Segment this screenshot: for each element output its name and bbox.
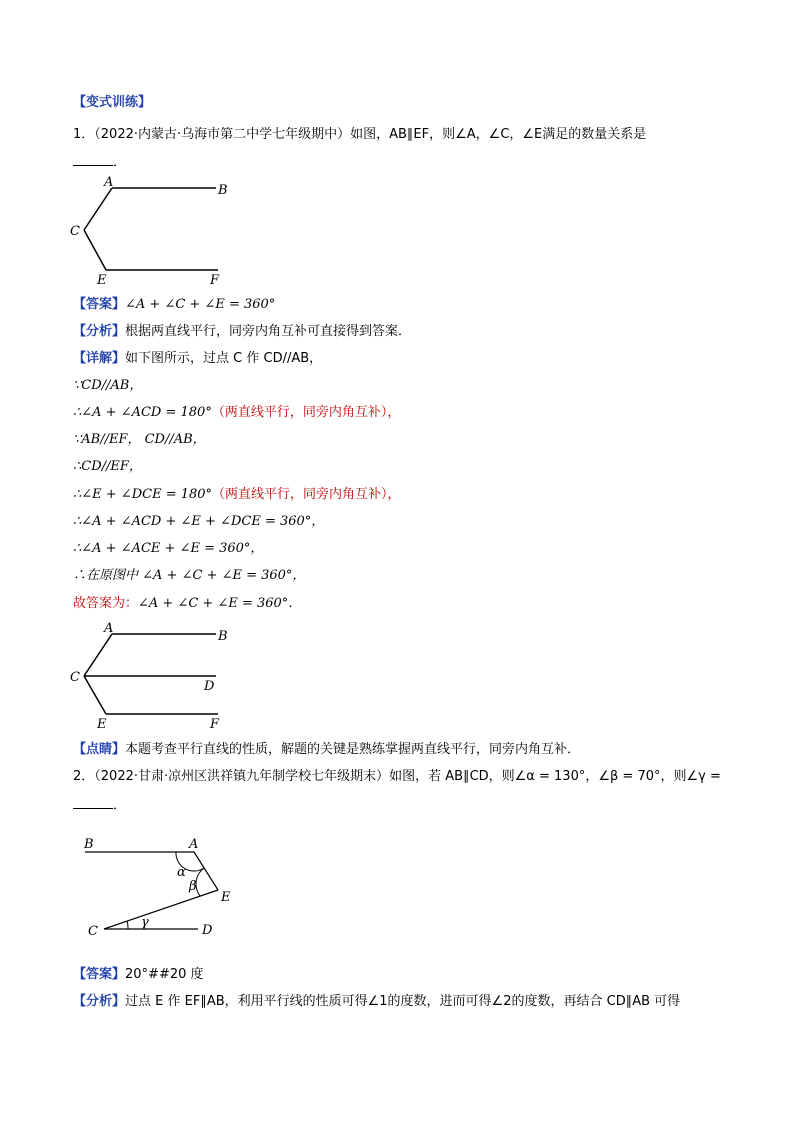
label-e: E: [97, 273, 107, 288]
question-1-blank: ．: [73, 153, 126, 172]
q1-conclusion: 故答案为：∠A + ∠C + ∠E = 360°．: [73, 596, 302, 611]
q1-step-7: ∴∠A + ∠ACE + ∠E = 360°，: [73, 541, 264, 556]
question-1-text: 1．（2022·内蒙古·乌海市第二中学七年级期中）如图，AB∥EF，则∠A，∠C，∠E满足的数量关系是: [73, 127, 647, 142]
q1-step-6: ∴∠A + ∠ACD + ∠E + ∠DCE = 360°，: [73, 514, 325, 529]
figure-2: [70, 621, 240, 734]
label-gamma: γ: [141, 915, 149, 930]
q1-detail: 【详解】如下图所示，过点 C 作 CD//AB，: [73, 351, 323, 366]
label-b: B: [218, 183, 228, 198]
line-ce: [84, 676, 106, 714]
q2-analysis: 【分析】过点 E 作 EF∥AB，利用平行线的性质可得∠1的度数，进而可得∠2的度数，再结合 CD∥AB 可得: [73, 994, 681, 1009]
label-f: F: [210, 717, 220, 732]
section-title: 【变式训练】: [73, 95, 152, 110]
q1-step-8: ∴在原图中 ∠A + ∠C + ∠E = 360°，: [73, 568, 306, 583]
q1-step-4: ∴CD//EF，: [73, 459, 142, 474]
line-ce: [84, 230, 106, 270]
line-ec: [104, 890, 218, 929]
q1-answer: 【答案】∠A + ∠C + ∠E = 360°: [73, 297, 276, 312]
label-b: B: [218, 629, 228, 644]
label-c: C: [70, 224, 80, 239]
label-a: A: [104, 175, 114, 190]
label-b: B: [84, 837, 94, 852]
label-d: D: [202, 923, 213, 938]
label-e: E: [221, 890, 231, 905]
line-ac: [84, 634, 112, 676]
q1-step-5: ∴∠E + ∠DCE = 180°（两直线平行，同旁内角互补），: [73, 487, 401, 502]
q1-step-2: ∴∠A + ∠ACD = 180°（两直线平行，同旁内角互补），: [73, 405, 401, 420]
label-d: D: [204, 679, 215, 694]
q1-comment: 【点睛】本题考查平行直线的性质，解题的关键是熟练掌握两直线平行，同旁内角互补．: [73, 742, 581, 757]
q1-analysis: 【分析】根据两直线平行，同旁内角互补可直接得到答案．: [73, 324, 412, 339]
label-e: E: [97, 717, 107, 732]
label-a: A: [189, 837, 199, 852]
gamma-arc: [127, 921, 128, 929]
label-c: C: [88, 924, 98, 939]
label-alpha: α: [177, 865, 186, 880]
line-ac: [84, 188, 112, 230]
question-2-text: 2．（2022·甘肃·凉州区洪祥镇九年制学校七年级期末）如图，若 AB∥CD，则∠α = 130°，∠β = 70°，则∠γ =: [73, 769, 721, 784]
figure-3: [80, 832, 250, 942]
label-a: A: [104, 621, 114, 636]
label-f: F: [210, 273, 220, 288]
beta-arc: [196, 868, 204, 896]
q1-step-3: ∵AB//EF， CD//AB，: [73, 432, 206, 447]
q1-step-1: ∵CD//AB，: [73, 378, 143, 393]
label-beta: β: [189, 879, 197, 894]
figure-1: [70, 175, 240, 288]
q2-answer: 【答案】20°##20 度: [73, 967, 204, 982]
label-c: C: [70, 670, 80, 685]
question-2-blank: ．: [73, 796, 126, 815]
